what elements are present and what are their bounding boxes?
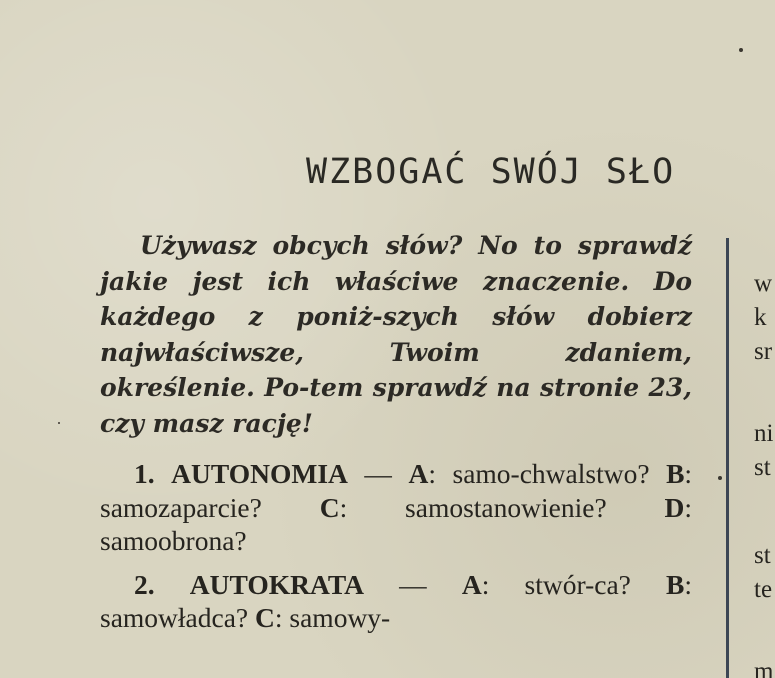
text-fragment: w <box>754 270 773 297</box>
option-letter: C <box>255 602 275 633</box>
question-number: 2. <box>134 568 155 600</box>
left-column <box>100 228 700 635</box>
print-speck <box>718 476 722 480</box>
text-fragment: m <box>754 658 774 678</box>
question-2: 2. AUTOKRATA — A: stwór-ca? B: samowładca? C: samowy- <box>100 568 693 633</box>
option-text: samowładca? <box>100 602 249 633</box>
intro-line: tem sprawdź na stronie 23, czy <box>100 373 692 438</box>
question-dash: — <box>399 568 427 600</box>
page-title: WZBOGAĆ SWÓJ SŁO <box>306 152 676 192</box>
option-letter: B <box>666 568 685 600</box>
intro-paragraph <box>100 228 692 441</box>
text-fragment: ni <box>754 420 774 447</box>
print-speck <box>58 422 60 424</box>
option-text: samostanowienie? <box>405 491 607 523</box>
text-fragment: k <box>754 304 767 331</box>
text-fragment: st <box>754 454 771 481</box>
question-dash: — <box>364 458 392 489</box>
intro-line: Używasz obcych słów? No to <box>140 231 562 260</box>
option-letter: A <box>408 458 429 489</box>
intro-line: Twoim zdaniem, określenie. Po- <box>100 337 692 402</box>
text-fragment: sr <box>754 338 773 365</box>
option-letter: C <box>319 491 340 523</box>
text-fragment: st <box>754 542 771 569</box>
option-letter: B <box>666 458 685 489</box>
intro-line: masz rację! <box>152 408 313 438</box>
option-text: samoobrona? <box>100 525 247 556</box>
intro-line: sprawdź jakie jest ich właściwe <box>100 231 692 296</box>
option-text: samowy- <box>289 602 391 633</box>
column-divider <box>726 238 729 678</box>
text-fragment: te <box>754 576 773 603</box>
option-text: samozaparcie? <box>100 491 262 523</box>
question-number: 1. <box>134 458 155 489</box>
option-letter: D <box>664 491 685 523</box>
intro-line: szych słów dobierz najwłaściwsze, <box>100 302 693 367</box>
question-word: AUTONOMIA <box>171 458 348 489</box>
option-letter: A <box>461 568 482 600</box>
option-text: stwór-ca? <box>524 568 631 600</box>
question-1: 1. AUTONOMIA — A: samo-chwalstwo? B: samozaparcie? C: samostanowienie? D: samoobrona? <box>100 458 693 556</box>
option-text: samo-chwalstwo? <box>452 458 650 489</box>
question-word: AUTOKRATA <box>189 568 364 600</box>
print-speck <box>739 48 743 52</box>
intro-line: znaczenie. Do każdego z poniż- <box>100 266 692 331</box>
